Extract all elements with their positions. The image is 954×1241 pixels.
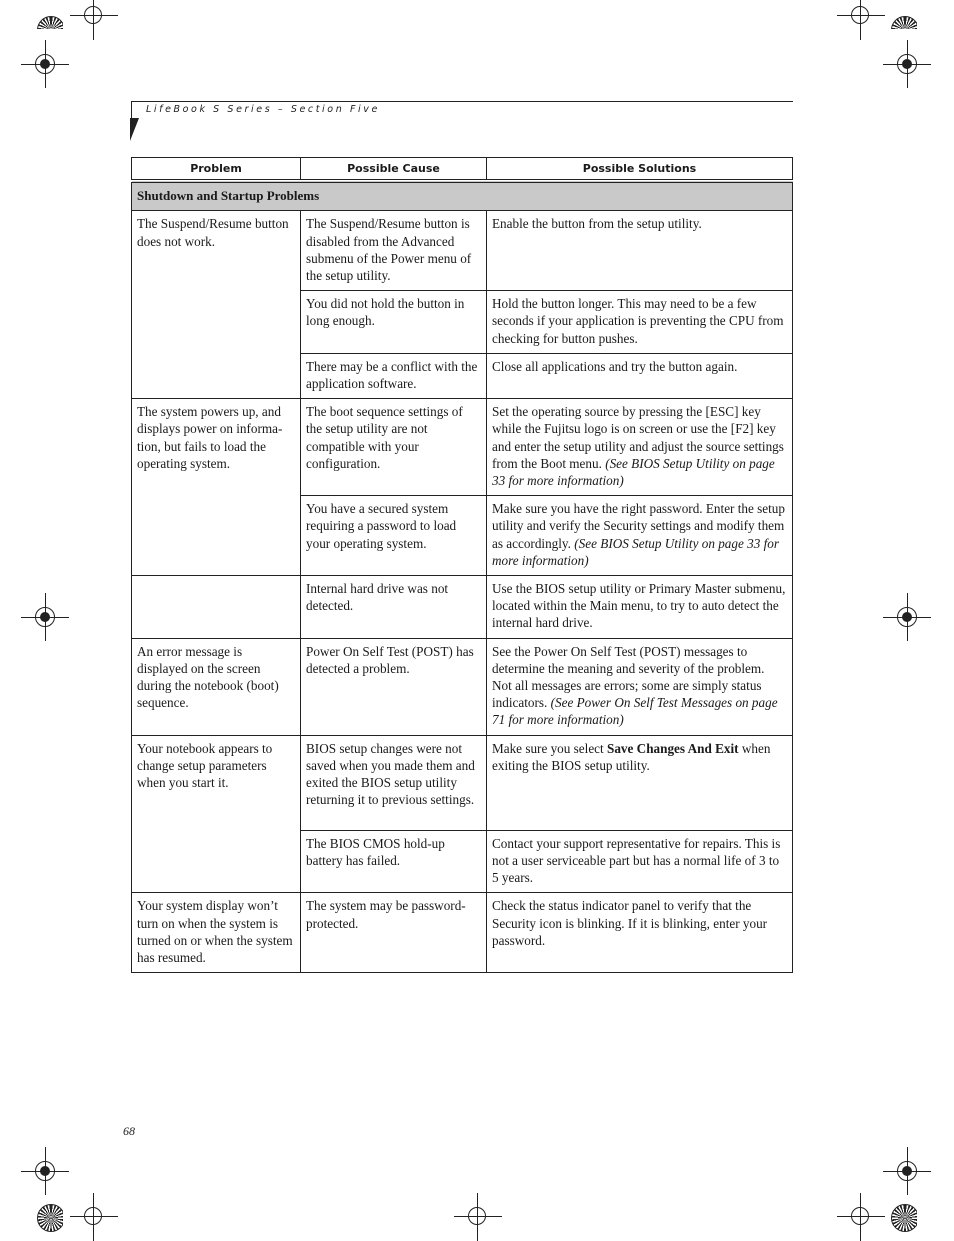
problem-cell: The system powers up, and displays power on informa-tion, but fails to load the operating system.	[132, 399, 301, 576]
color-swatch-mark	[891, 1204, 917, 1235]
table-row	[132, 638, 793, 735]
solution-cell	[487, 638, 793, 735]
solution-text: Make sure you have the right password. Enter the setup utility and verify the Security settings and modify them as accordingly.	[492, 501, 785, 551]
solution-cell: Hold the button longer. This may need to be a few seconds if your application is preventing the CPU from checking for button pushes.	[487, 291, 793, 354]
header-rule	[131, 101, 793, 102]
problem-cell: An error message is displayed on the screen during the notebook (boot) sequence.	[132, 638, 301, 735]
cause-cell: Internal hard drive was not detected.	[301, 576, 487, 639]
registration-mark	[31, 1157, 59, 1185]
solution-text: Set the operating source by pressing the [ESC] key while the Fujitsu logo is on screen or use the [F2] key and enter the setup utility and adjust the source settings from the Boot menu.	[492, 404, 784, 471]
registration-mark	[893, 603, 921, 631]
problem-cell: Your notebook appears to change setup parameters when you start it.	[132, 735, 301, 893]
solution-cell	[487, 496, 793, 576]
solution-cell: Close all applications and try the button again.	[487, 353, 793, 398]
table-row	[132, 735, 793, 830]
cause-cell: You have a secured system requiring a password to load your operating system.	[301, 496, 487, 576]
problem-cell: Your system display won’t turn on when the system is turned on or when the system has resumed.	[132, 893, 301, 973]
running-header-title: LifeBook S Series – Section Five	[146, 104, 380, 115]
solution-cell: Use the BIOS setup utility or Primary Master submenu, located within the Main menu, to try to auto detect the internal hard drive.	[487, 576, 793, 639]
cause-cell: You did not hold the button in long enough.	[301, 291, 487, 354]
cause-cell: The Suspend/Resume button is disabled from the Advanced submenu of the Power menu of the setup utility.	[301, 211, 487, 291]
table-row	[132, 211, 793, 291]
solution-text: See the Power On Self Test (POST) messages to determine the meaning and severity of the problem. Not all messages are errors; some are simply status indicators.	[492, 643, 765, 711]
solution-reference: (See Power On Self Test Messages on page 71 for more information)	[492, 695, 778, 728]
color-swatch-mark	[891, 16, 917, 29]
registration-mark	[893, 50, 921, 78]
cause-cell: The system may be password-protected.	[301, 893, 487, 973]
registration-mark	[31, 50, 59, 78]
table-header-row	[132, 158, 793, 182]
solution-cell	[487, 735, 793, 830]
solution-cell: Enable the button from the setup utility.	[487, 211, 793, 291]
registration-mark	[893, 1157, 921, 1185]
solution-text: when exiting the BIOS setup utility.	[492, 740, 771, 773]
color-swatch-mark	[37, 16, 63, 29]
solution-reference: (See BIOS Setup Utility on page 33 for more information)	[492, 535, 780, 568]
registration-mark	[847, 1203, 873, 1229]
header-wedge-mark	[130, 118, 139, 141]
registration-mark	[80, 1203, 106, 1229]
table-row	[132, 893, 793, 973]
solution-reference: (See BIOS Setup Utility on page 33 for more information)	[492, 455, 775, 489]
page-number: 68	[123, 1124, 135, 1138]
table-row	[132, 399, 793, 496]
color-swatch-mark	[37, 1204, 63, 1235]
column-header-problem: Problem	[132, 158, 301, 182]
problem-cell	[132, 576, 301, 639]
cause-cell: There may be a conflict with the application software.	[301, 353, 487, 398]
solution-cell: Contact your support representative for repairs. This is not a user serviceable part but has a normal life of 3 to 5 years.	[487, 830, 793, 893]
registration-mark	[80, 2, 106, 28]
problem-cell: The Suspend/Resume button does not work.	[132, 211, 301, 399]
solution-text: Make sure you select	[492, 740, 604, 756]
registration-mark	[31, 603, 59, 631]
cause-cell: The BIOS CMOS hold-up battery has failed.	[301, 830, 487, 893]
troubleshooting-table	[131, 157, 793, 973]
header-vertical-rule	[131, 101, 132, 119]
registration-mark	[847, 2, 873, 28]
cause-cell: The boot sequence settings of the setup utility are not compatible with your configuration.	[301, 399, 487, 496]
column-header-cause: Possible Cause	[301, 158, 487, 182]
section-title: Shutdown and Startup Problems	[132, 181, 793, 211]
section-row	[132, 181, 793, 211]
cause-cell: BIOS setup changes were not saved when you made them and exited the BIOS setup utility returning it to previous settings.	[301, 735, 487, 830]
table-row	[132, 576, 793, 639]
column-header-solutions: Possible Solutions	[487, 158, 793, 182]
cause-cell: Power On Self Test (POST) has detected a problem.	[301, 638, 487, 735]
solution-emphasis: Save Changes And Exit	[607, 740, 739, 756]
solution-cell	[487, 399, 793, 496]
registration-mark	[464, 1203, 490, 1229]
solution-cell: Check the status indicator panel to verify that the Security icon is blinking. If it is blinking, enter your password.	[487, 893, 793, 973]
